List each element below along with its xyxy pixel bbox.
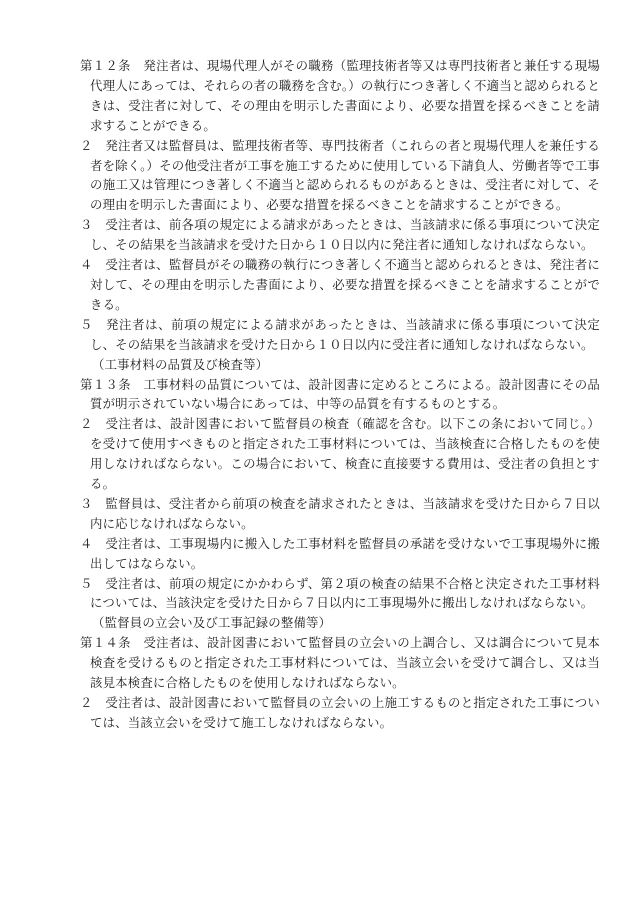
article-13-item-3: ３ 監督員は、受注者から前項の検査を請求されたときは、当該請求を受けた日から７日以内に応じなければならない。 — [80, 495, 600, 531]
article-12-item-4: ４ 受注者は、監督員がその職務の執行につき著しく不適当と認められるときは、発注者に対して、その理由を明示した書面により、必要な措置を採るべきことを請求することができる。 — [80, 257, 600, 312]
article-12-item-5: ５ 発注者は、前項の規定による請求があったときは、当該請求に係る事項について決定し、その結果を当該請求を受けた日から１０日以内に受注者に通知しなければならない。 — [80, 316, 600, 352]
article-14-item-2: ２ 受注者は、設計図書において監督員の立会いの上施工するものと指定された工事については、当該立会いを受けて施工しなければならない。 — [80, 695, 600, 730]
article-14: 第１４条 受注者は、設計図書において監督員の立会いの上調合し、又は調合について見本検査を受けるものと指定された工事材料については、当該立会いを受けて調合し、又は当該見本検査に合格したものを使用しなければならない。 — [80, 635, 600, 691]
article-14-heading: （監督員の立会い及び工事記録の整備等） — [92, 615, 332, 631]
article-13: 第１３条 工事材料の品質については、設計図書に定めるところによる。設計図書にその品質が明示されていない場合にあっては、中等の品質を有するものとする。 — [80, 376, 600, 412]
article-13-item-2: ２ 受注者は、設計図書において監督員の検査（確認を含む。以下この条において同じ。）を受けて使用すべきものと指定された工事材料については、当該検査に合格したものを使用しなければならない。この場合において、検査に直接要する費用は、受注者の負担とする。 — [80, 416, 600, 492]
article-13-item-5: ５ 受注者は、前項の規定にかかわらず、第２項の検査の結果不合格と決定された工事材料については、当該決定を受けた日から７日以内に工事現場外に搬出しなければならない。 — [80, 575, 600, 611]
article-13-heading: （工事材料の品質及び検査等） — [92, 356, 269, 372]
article-12-item-2: ２ 発注者又は監督員は、監理技術者等、専門技術者（これらの者と現場代理人を兼任する者を除く。）その他受注者が工事を施工するために使用している下請負人、労働者等で工事の施工又は管理につき著しく不適当と認められるものがあるときは、受注者に対して、その理由を明示した書面により、必要な措置を採るべきことを請求することができる。 — [80, 137, 600, 213]
article-13-item-4: ４ 受注者は、工事現場内に搬入した工事材料を監督員の承諾を受けないで工事現場外に搬出してはならない。 — [80, 535, 600, 571]
article-12: 第１２条 発注者は、現場代理人がその職務（監理技術者等又は専門技術者と兼任する現場代理人にあっては、それらの者の職務を含む。）の執行につき著しく不適当と認められるときは、受注者に対して、その理由を明示した書面により、必要な措置を採るべきことを請求することができる。 — [80, 58, 600, 133]
article-12-item-3: ３ 受注者は、前各項の規定による請求があったときは、当該請求に係る事項について決定し、その結果を当該請求を受けた日から１０日以内に発注者に通知しなければならない。 — [80, 217, 600, 253]
